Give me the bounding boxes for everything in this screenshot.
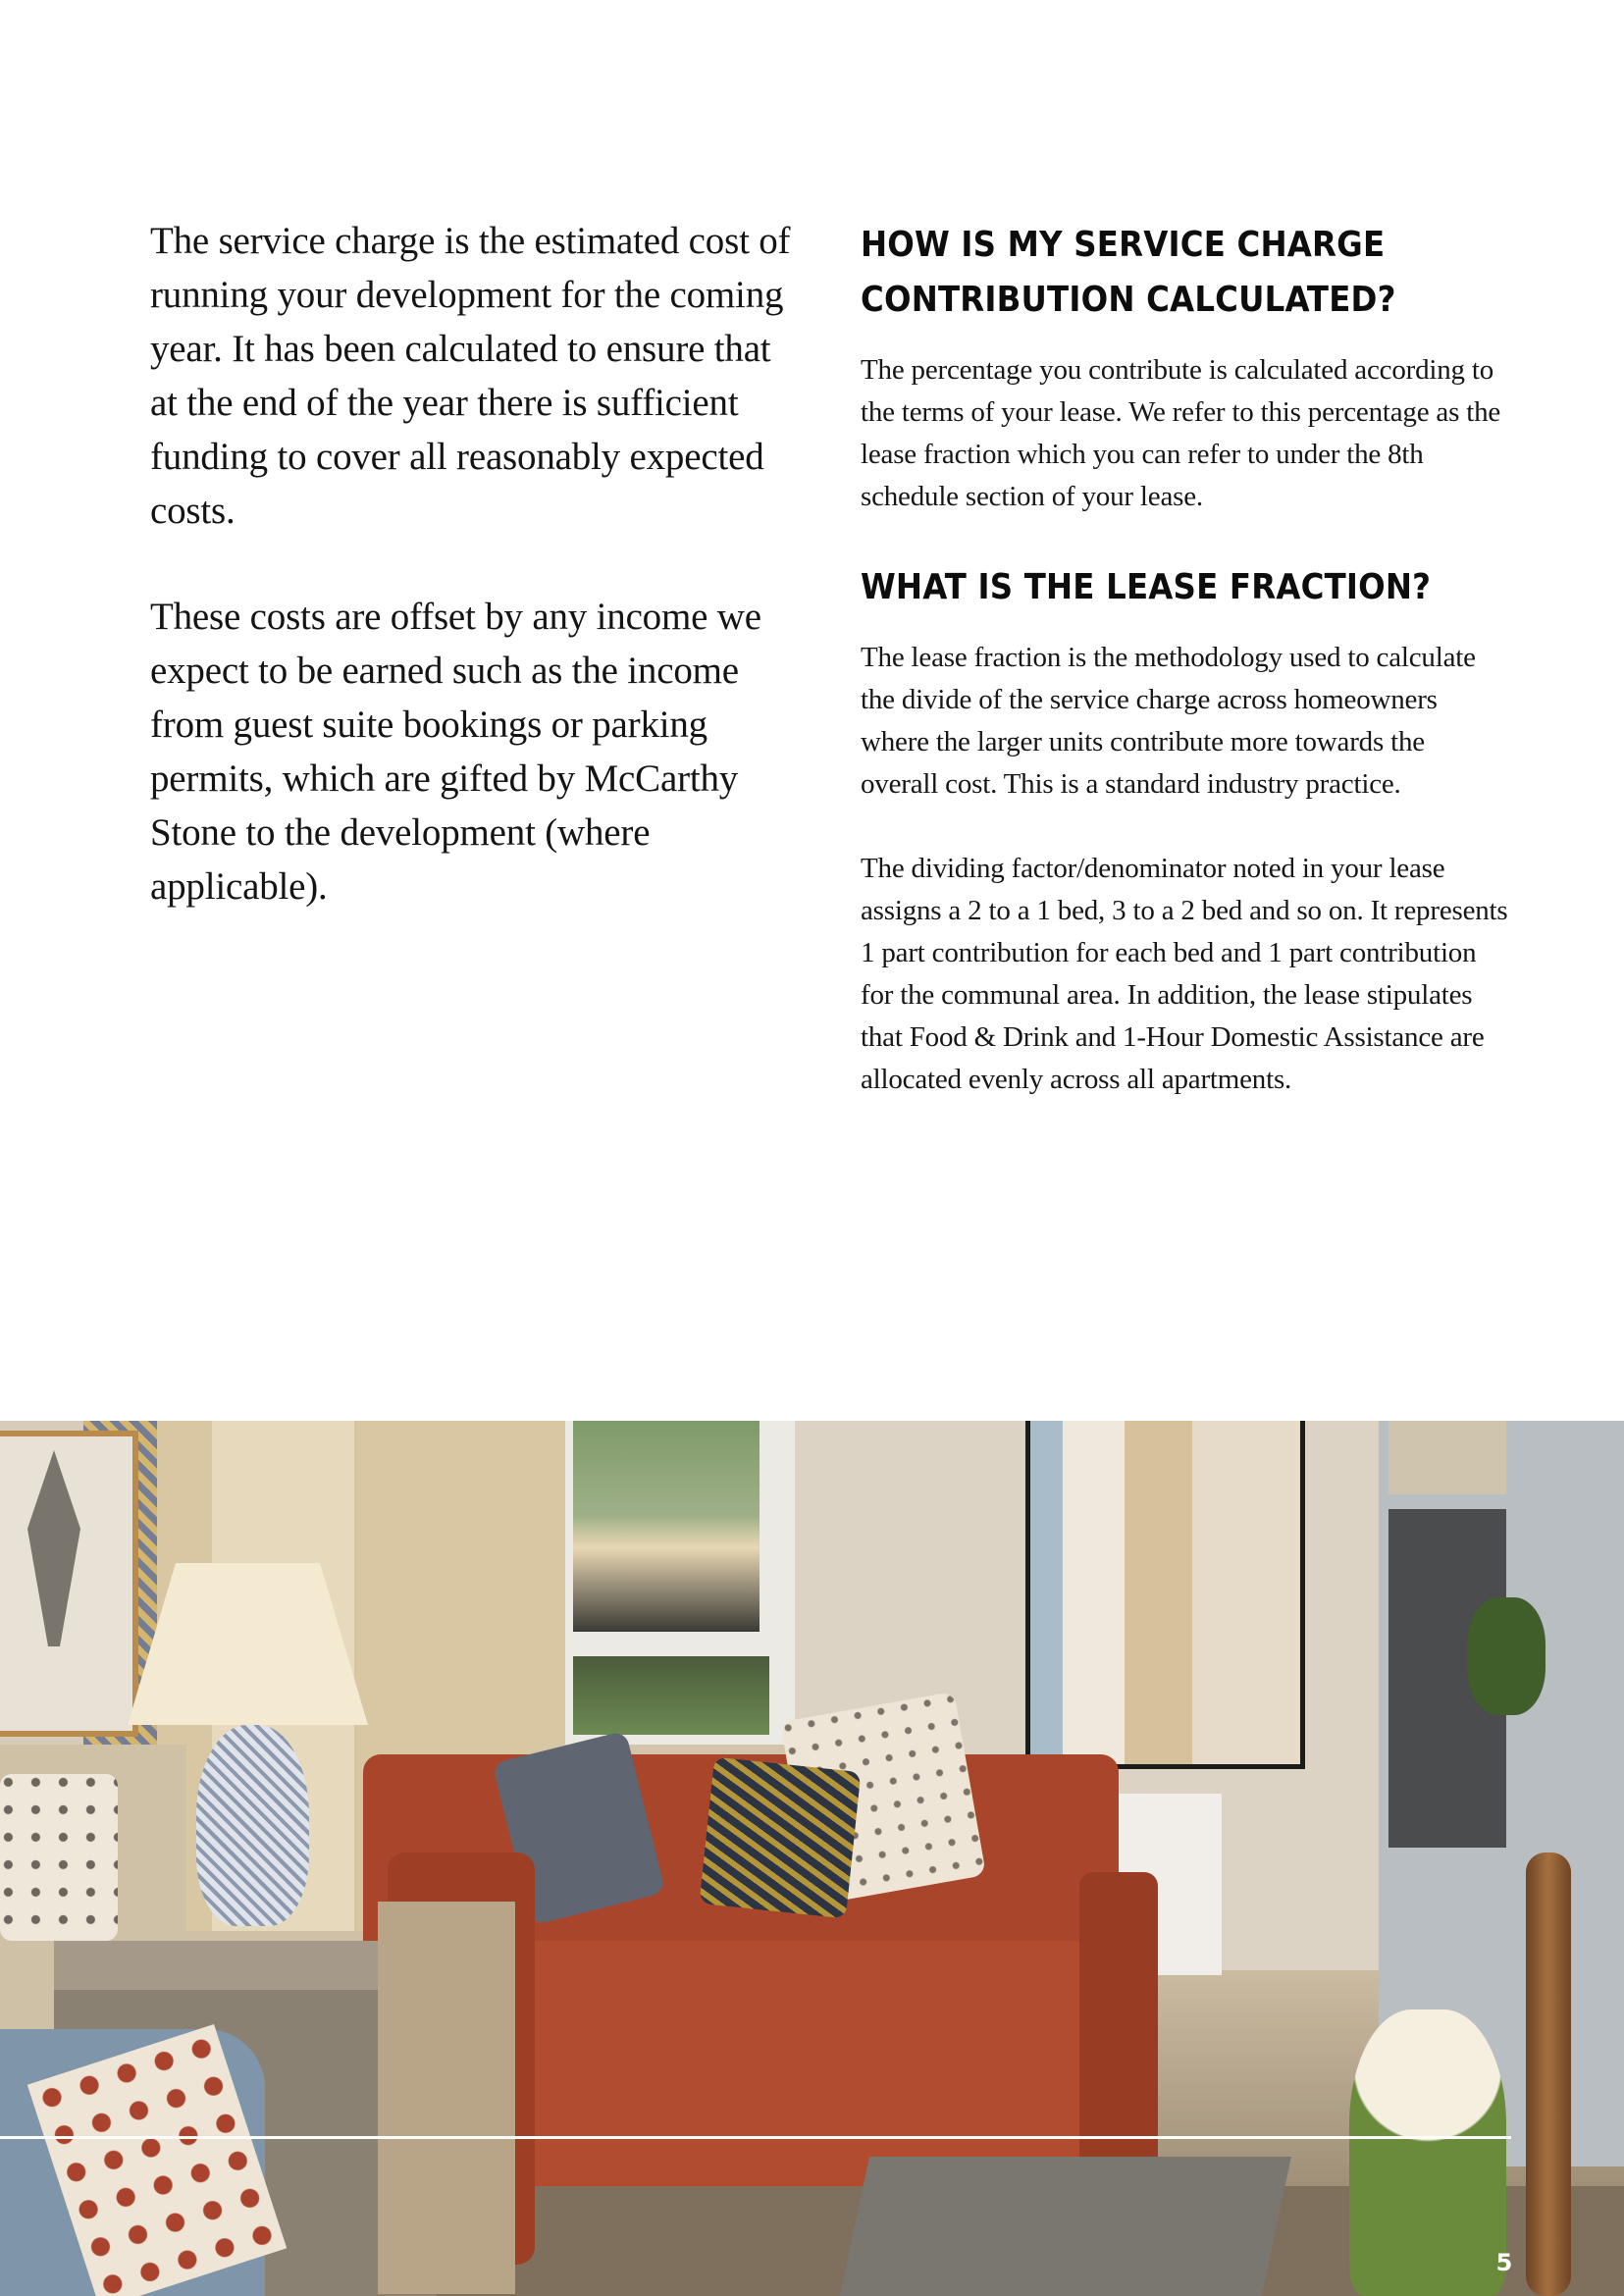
photo-flowers — [1349, 2009, 1506, 2296]
faq-section-calculation — [861, 218, 1508, 518]
photo-plant — [1467, 1597, 1545, 1715]
section-paragraph: The percentage you contribute is calculated according to the terms of your lease. We refer to this percentage as the lease fraction which you can refer to under the 8th schedule section of your lease. — [861, 354, 1501, 512]
footer-rule — [0, 2136, 1511, 2139]
intro-paragraph: These costs are offset by any income we expect to be earned such as the income from guest suite bookings or parking permits, which are gifted by McCarthy Stone to the development (where applicable). — [150, 596, 761, 908]
section-paragraph: The lease fraction is the methodology used to calculate the divide of the service charge across homeowners where the larger units contribute more towards the overall cost. This is a standard industry practice. — [861, 642, 1476, 800]
photo-mirror — [1025, 1421, 1305, 1769]
living-room-photo — [0, 1421, 1624, 2296]
intro-paragraph: The service charge is the estimated cost of running your development for the coming year. It has been calculated to ensure that at the end of the year there is sufficient funding to cover all reasonably expected costs. — [150, 220, 791, 532]
photo-sofa-arm — [1079, 1872, 1158, 2186]
photo-wooden-finial — [1526, 1852, 1571, 2296]
page-number: 5 — [1495, 2249, 1513, 2276]
intro-column — [150, 214, 798, 965]
faq-section-lease-fraction — [861, 560, 1508, 1101]
photo-cushion — [0, 1774, 118, 1941]
section-heading: HOW IS MY SERVICE CHARGE CONTRIBUTION CALCULATED? — [861, 225, 1396, 320]
section-heading: WHAT IS THE LEASE FRACTION? — [861, 567, 1432, 607]
photo-cushion — [700, 1757, 862, 1919]
photo-shelf-top — [1388, 1421, 1506, 1494]
photo-throw-blanket — [378, 1902, 515, 2294]
photo-window-glass — [573, 1656, 769, 1735]
faq-column — [861, 218, 1508, 1143]
photo-window-glass — [573, 1421, 760, 1632]
photo-coffee-table — [838, 2157, 1291, 2296]
photo-lamp-base — [196, 1725, 309, 1926]
section-paragraph: The dividing factor/denominator noted in your lease assigns a 2 to a 1 bed, 3 to a 2 bed and so on. It represents 1 part contribution for each bed and 1 part contribution for the communal area. In addition, the lease stipulates that Food & Drink and 1-Hour Domestic Assistance are allocated evenly across all apartments. — [861, 853, 1508, 1095]
